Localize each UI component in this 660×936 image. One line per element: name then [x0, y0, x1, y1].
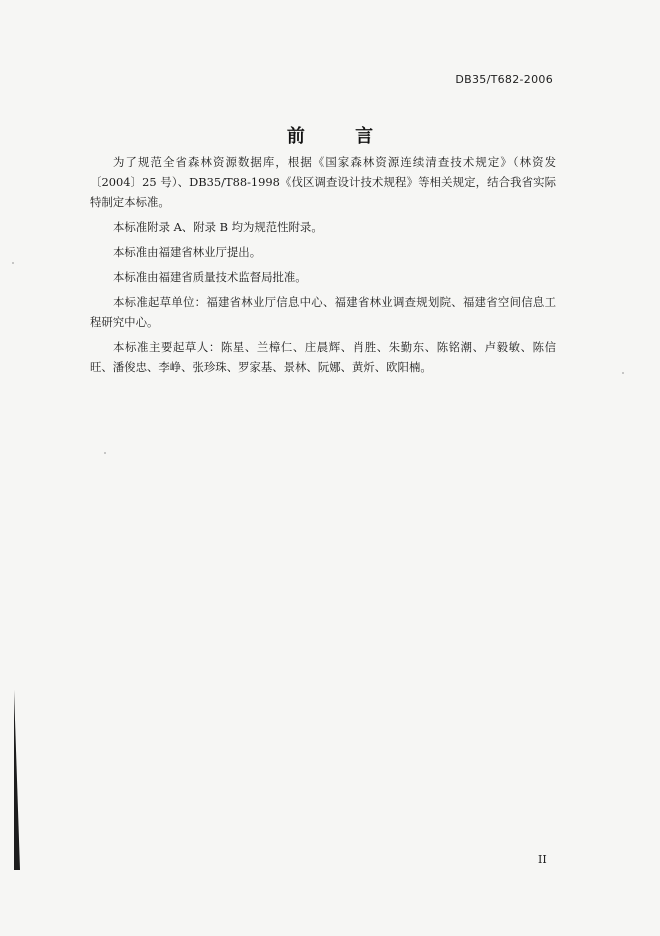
page-number: II — [538, 853, 547, 866]
page-title: 前 言 — [286, 126, 396, 147]
paragraph-approver: 本标准由福建省质量技术监督局批准。 — [113, 270, 307, 284]
foreword-body — [90, 152, 556, 382]
scan-speck — [104, 452, 106, 454]
paragraph-purpose: 为了规范全省森林资源数据库，根据《国家森林资源连续清查技术规定》（林资发〔2004〕25 号）、DB35/T88-1998《伐区调查设计技术规程》等相关规定，结合我省实际特制定本标准。 — [90, 155, 556, 209]
paragraph-proposer: 本标准由福建省林业厅提出。 — [113, 245, 262, 259]
document-code: DB35/T682-2006 — [455, 73, 553, 86]
paragraph-appendix: 本标准附录 A、附录 B 均为规范性附录。 — [113, 220, 323, 234]
paragraph-drafters: 本标准主要起草人：陈星、兰樟仁、庄晨辉、肖胜、朱勤东、陈铭潮、卢毅敏、陈信旺、潘俊忠、李峥、张珍珠、罗家基、景林、阮娜、黄炘、欧阳楠。 — [90, 340, 556, 374]
paragraph-drafting-units: 本标准起草单位：福建省林业厅信息中心、福建省林业调查规划院、福建省空间信息工程研究中心。 — [90, 295, 556, 329]
scan-speck — [622, 372, 624, 374]
scan-edge-shadow — [14, 690, 20, 870]
scan-speck — [12, 262, 14, 264]
